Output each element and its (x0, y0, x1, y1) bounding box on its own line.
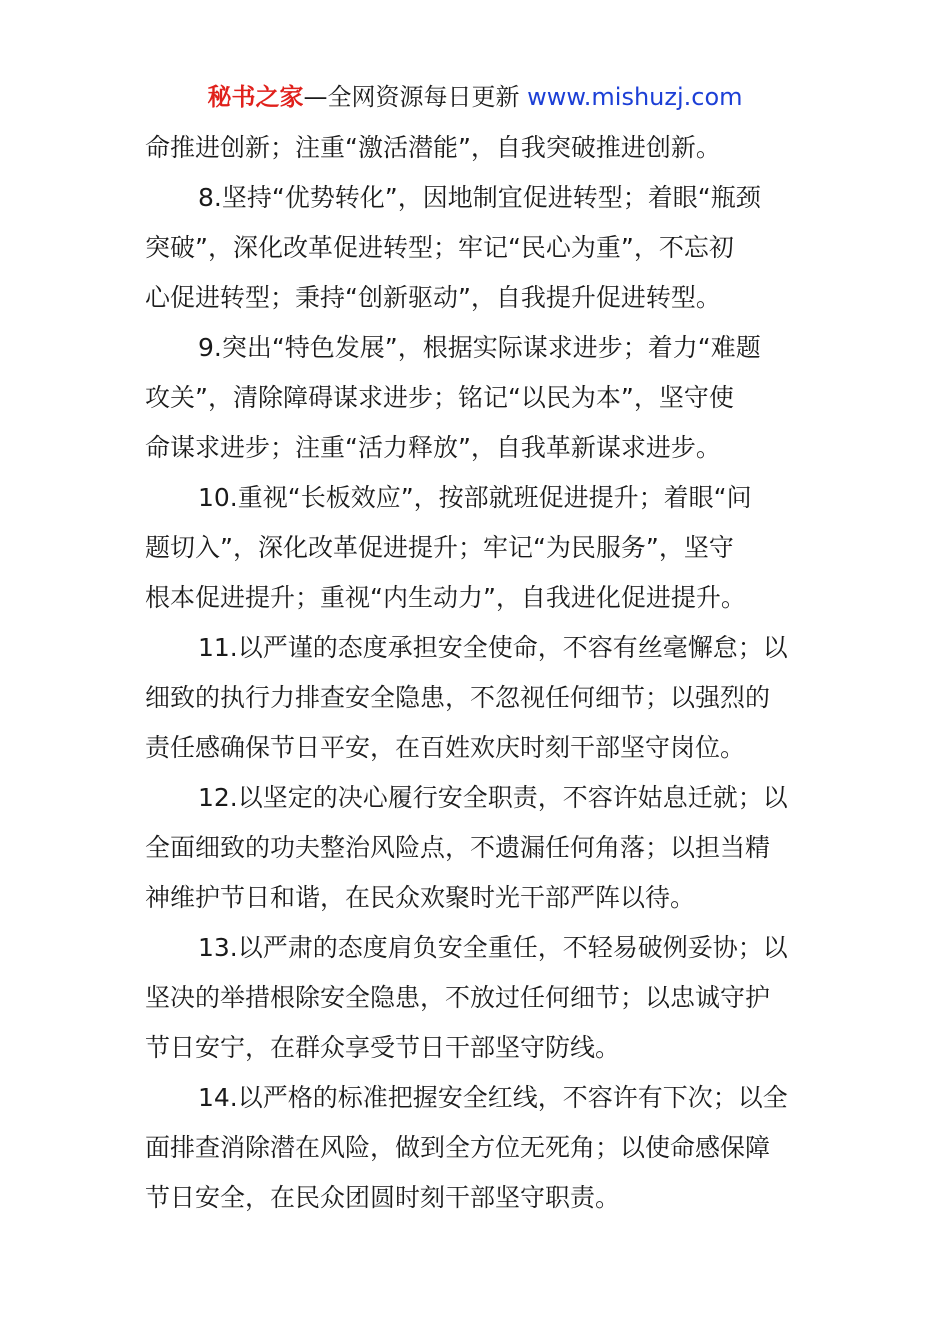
text-line: 命谋求进步；注重“活力释放”，自我革新谋求进步。 (145, 433, 721, 462)
text-line: 根本促进提升；重视“内生动力”，自我进化促进提升。 (145, 583, 746, 612)
website-link[interactable]: www.mishuzj.com (527, 83, 743, 111)
header-tagline: —全网资源每日更新 (303, 83, 528, 111)
text-line: 8.坚持“优势转化”，因地制宜促进转型；着眼“瓶颈 (198, 183, 761, 212)
text-line: 节日安全，在民众团圆时刻干部坚守职责。 (145, 1183, 621, 1212)
text-line: 坚决的举措根除安全隐患，不放过任何细节；以忠诚守护 (145, 983, 771, 1012)
text-line: 全面细致的功夫整治风险点，不遗漏任何角落；以担当精 (145, 833, 771, 862)
text-line: 题切入”，深化改革促进提升；牢记“为民服务”，坚守 (145, 533, 734, 562)
text-line: 9.突出“特色发展”，根据实际谋求进步；着力“难题 (198, 333, 761, 362)
text-line: 攻关”，清除障碍谋求进步；铭记“以民为本”，坚守使 (145, 383, 734, 412)
text-line: 13.以严肃的态度肩负安全重任，不轻易破例妥协；以 (198, 933, 788, 962)
text-line: 神维护节日和谐，在民众欢聚时光干部严阵以待。 (145, 883, 696, 912)
text-line: 10.重视“长板效应”，按部就班促进提升；着眼“问 (198, 483, 752, 512)
text-line: 12.以坚定的决心履行安全职责，不容许姑息迁就；以 (198, 783, 788, 812)
page-header (0, 80, 950, 114)
text-line: 细致的执行力排查安全隐患，不忽视任何细节；以强烈的 (145, 683, 771, 712)
text-line: 责任感确保节日平安，在百姓欢庆时刻干部坚守岗位。 (145, 733, 746, 762)
text-line: 面排查消除潜在风险，做到全方位无死角；以使命感保障 (145, 1133, 771, 1162)
text-line: 节日安宁，在群众享受节日干部坚守防线。 (145, 1033, 621, 1062)
text-line: 14.以严格的标准把握安全红线，不容许有下次；以全 (198, 1083, 788, 1112)
text-line: 命推进创新；注重“激活潜能”，自我突破推进创新。 (145, 133, 721, 162)
text-line: 11.以严谨的态度承担安全使命，不容有丝毫懈怠；以 (198, 633, 788, 662)
document-body (145, 123, 809, 1223)
text-line: 突破”，深化改革促进转型；牢记“民心为重”，不忘初 (145, 233, 734, 262)
text-line: 心促进转型；秉持“创新驱动”，自我提升促进转型。 (145, 283, 721, 312)
brand-name: 秘书之家 (207, 83, 304, 111)
